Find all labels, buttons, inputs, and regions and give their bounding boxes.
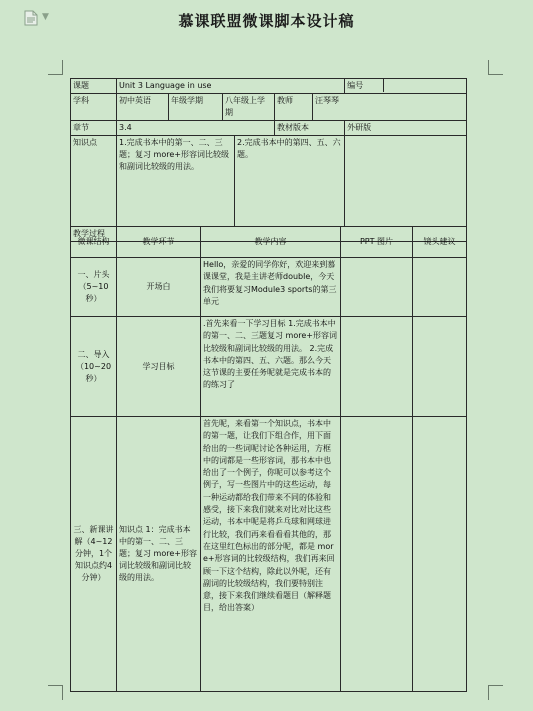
crop-mark (488, 60, 503, 75)
row-ppt (341, 258, 413, 317)
row-ppt (341, 417, 413, 692)
row-step: 开场白 (117, 258, 201, 317)
chevron-down-icon[interactable]: ▼ (42, 12, 49, 22)
row-step: 知识点 1：完成书本中的第一、二、三题；复习 more+形容词比较级和副词比较级的用法。 (117, 417, 201, 692)
textbook-label: 教材版本 (275, 121, 345, 136)
subject-label: 学科 (71, 94, 117, 121)
page-title: 慕课联盟微课脚本设计稿 (178, 12, 355, 30)
teacher-label: 教师 (275, 94, 313, 121)
row-camera (413, 317, 467, 417)
header-step: 教学环节 (117, 227, 201, 258)
knowledge-point-2: 2.完成书本中的第四、五、六题。 (235, 136, 345, 227)
row-camera (413, 417, 467, 692)
knowledge-point-1: 1.完成书本中的第一、二、三题；复习 more+形容词比较级和副词比较级的用法。 (117, 136, 235, 227)
crop-mark (48, 60, 63, 75)
header-structure: 微课结构 (71, 227, 117, 258)
textbook-value: 外研版 (345, 121, 467, 136)
grade-label: 年级学期 (169, 94, 223, 121)
header-camera: 镜头建议 (413, 227, 467, 258)
knowledge-empty (345, 136, 467, 227)
row-camera (413, 258, 467, 317)
crop-mark (488, 685, 503, 700)
info-table (70, 78, 467, 242)
chapter-label: 章节 (71, 121, 117, 136)
code-value (384, 79, 466, 92)
topic-value: Unit 3 Language in use (117, 79, 345, 94)
row-ppt (341, 317, 413, 417)
teacher-value: 汪琴琴 (313, 94, 467, 121)
row-structure: 三、新课讲解（4~12分钟，1个知识点约4分钟） (71, 417, 117, 692)
row-content: Hello，亲爱的同学你好，欢迎来到慕课课堂，我是主讲老师double，今天我们将要复习Module3 sports的第三单元 (201, 258, 341, 317)
row-content: 首先呢，来看第一个知识点，书本中的第一题，让我们下组合作，用下面给出的一些词呢讨论各种运用，方框中的词都是一些形容词，那书本中也给出了一个例子，你呢可以参考这个例子，写一些图片中的这些运动，每一种运动都给我们带来不同的体验和感受，接下来我们就来对比对比这些运动，书本中呢是将乒乓球和网球进行比较，我们再来看看看其他的，那在这里红色标出的部分呢，都是 more+形容词的比较级结构，我们再来回顾一下这个结构，除此以外呢，还有副词的比较级结构，我们要特别注意，接下来我们继续看题目（解释题目，给出答案） (201, 417, 341, 692)
process-table (70, 226, 467, 692)
header-ppt: PPT 图片 (341, 227, 413, 258)
row-structure: 一、片头（5~10秒） (71, 258, 117, 317)
row-step: 学习目标 (117, 317, 201, 417)
chapter-value: 3.4 (117, 121, 275, 136)
crop-mark (48, 685, 63, 700)
subject-value: 初中英语 (117, 94, 169, 121)
process-label: 教学过程 (71, 227, 467, 242)
grade-value: 八年级上学期 (223, 94, 275, 121)
row-content: .首先来看一下学习目标 1.完成书本中的第一、二、三题复习 more+形容词比较级和副词比较级的用法。 2.完成书本中的第四、五、六题。那么今天这节课的主要任务呢就是完成书本的的练习了 (201, 317, 341, 417)
topic-label: 课题 (71, 79, 117, 94)
code-label: 编号 (345, 79, 384, 92)
header-content: 教学内容 (201, 227, 341, 258)
row-structure: 二、导入（10~20秒） (71, 317, 117, 417)
knowledge-label: 知识点 (71, 136, 117, 227)
